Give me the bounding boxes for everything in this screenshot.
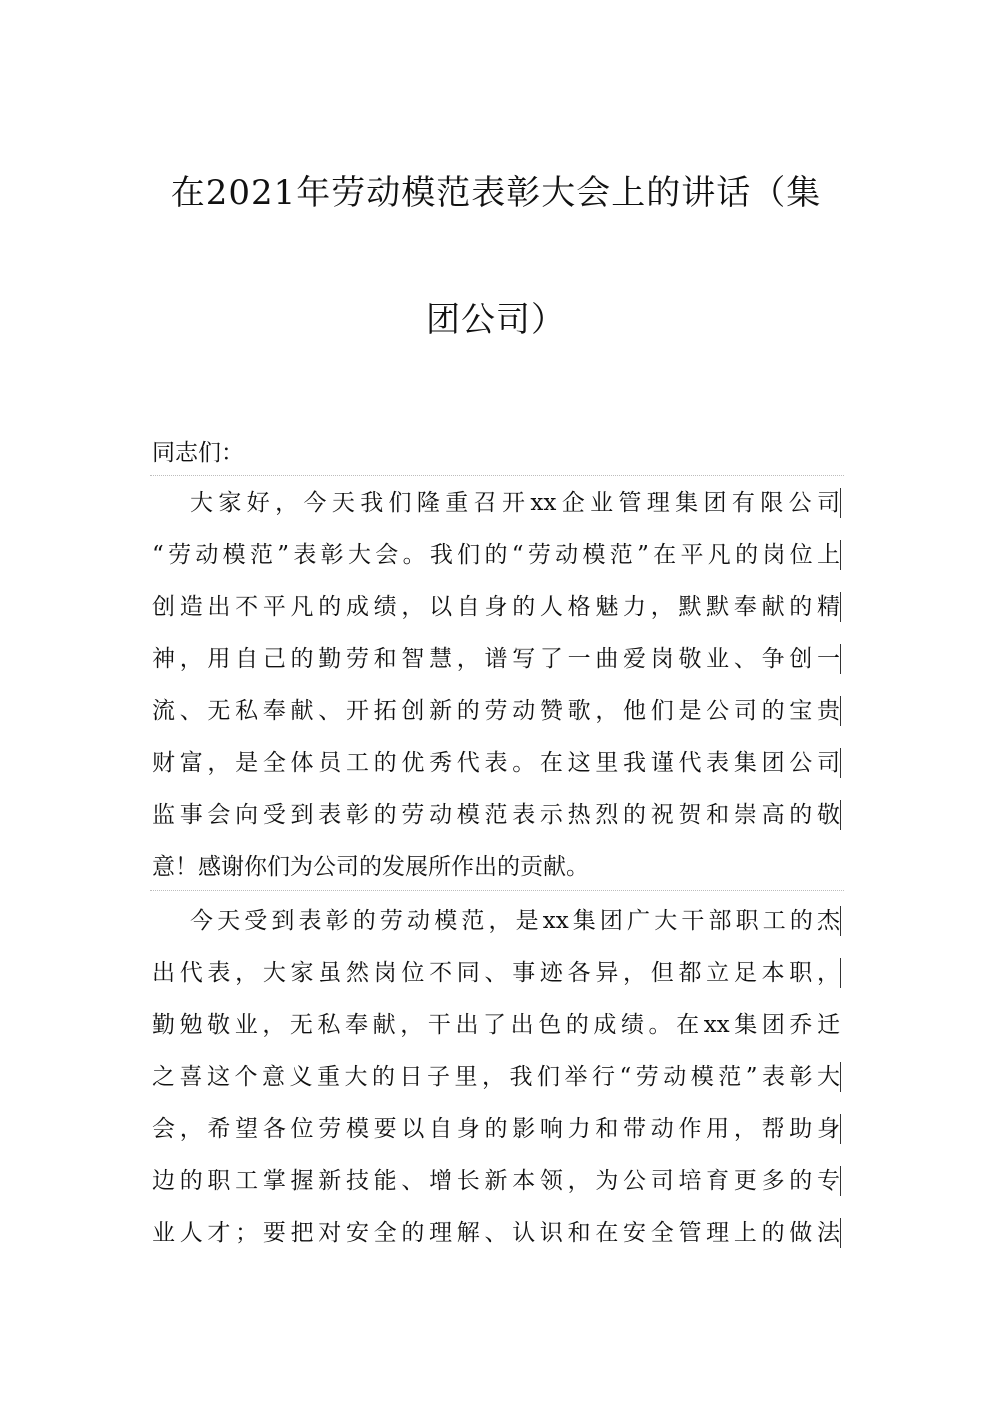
margin-rule (840, 488, 841, 518)
paragraph-1-line-1: 大家好，今天我们隆重召开xx企业管理集团有限公司 (190, 490, 840, 516)
paragraph-2-line-4: 之喜这个意义重大的日子里，我们举行“劳动模范”表彰大 (152, 1064, 840, 1090)
paragraph-divider (150, 475, 844, 476)
margin-rule (840, 540, 841, 570)
paragraph-1-line-7: 监事会向受到表彰的劳动模范表示热烈的祝贺和崇高的敬 (152, 802, 840, 828)
margin-rule (840, 800, 841, 830)
margin-rule (840, 906, 841, 936)
margin-rule (840, 1114, 841, 1144)
salutation: 同志们： (152, 440, 244, 466)
paragraph-1-line-4: 神，用自己的勤劳和智慧，谱写了一曲爱岗敬业、争创一 (152, 646, 840, 672)
paragraph-1-line-5: 流、无私奉献、开拓创新的劳动赞歌，他们是公司的宝贵 (152, 698, 840, 724)
margin-rule (840, 748, 841, 778)
document-title-line-2: 团公司） (426, 300, 566, 340)
paragraph-2-line-1: 今天受到表彰的劳动模范，是xx集团广大干部职工的杰 (190, 908, 840, 934)
margin-rule (840, 696, 841, 726)
margin-rule (840, 1166, 841, 1196)
paragraph-1-line-8: 意！感谢你们为公司的发展所作出的贡献。 (152, 854, 589, 880)
paragraph-1-line-3: 创造出不平凡的成绩，以自身的人格魅力，默默奉献的精 (152, 594, 840, 620)
margin-rule (840, 592, 841, 622)
margin-rule (840, 1218, 841, 1248)
paragraph-2-line-2: 出代表，大家虽然岗位不同、事迹各异，但都立足本职， (152, 960, 840, 986)
paragraph-2-line-5: 会，希望各位劳模要以自身的影响力和带动作用，帮助身 (152, 1116, 840, 1142)
margin-rule (840, 958, 841, 988)
paragraph-2-line-7: 业人才；要把对安全的理解、认识和在安全管理上的做法 (152, 1220, 840, 1246)
paragraph-divider (150, 890, 844, 891)
paragraph-2-line-6: 边的职工掌握新技能、增长新本领，为公司培育更多的专 (152, 1168, 840, 1194)
paragraph-2-line-3: 勤勉敬业，无私奉献，干出了出色的成绩。在xx集团乔迁 (152, 1012, 840, 1038)
margin-rule (840, 1062, 841, 1092)
paragraph-1-line-6: 财富，是全体员工的优秀代表。在这里我谨代表集团公司 (152, 750, 840, 776)
paragraph-1-line-2: “劳动模范”表彰大会。我们的“劳动模范”在平凡的岗位上 (152, 542, 840, 568)
margin-rule (840, 644, 841, 674)
document-title-line-1: 在2021年劳动模范表彰大会上的讲话（集 (170, 173, 822, 213)
